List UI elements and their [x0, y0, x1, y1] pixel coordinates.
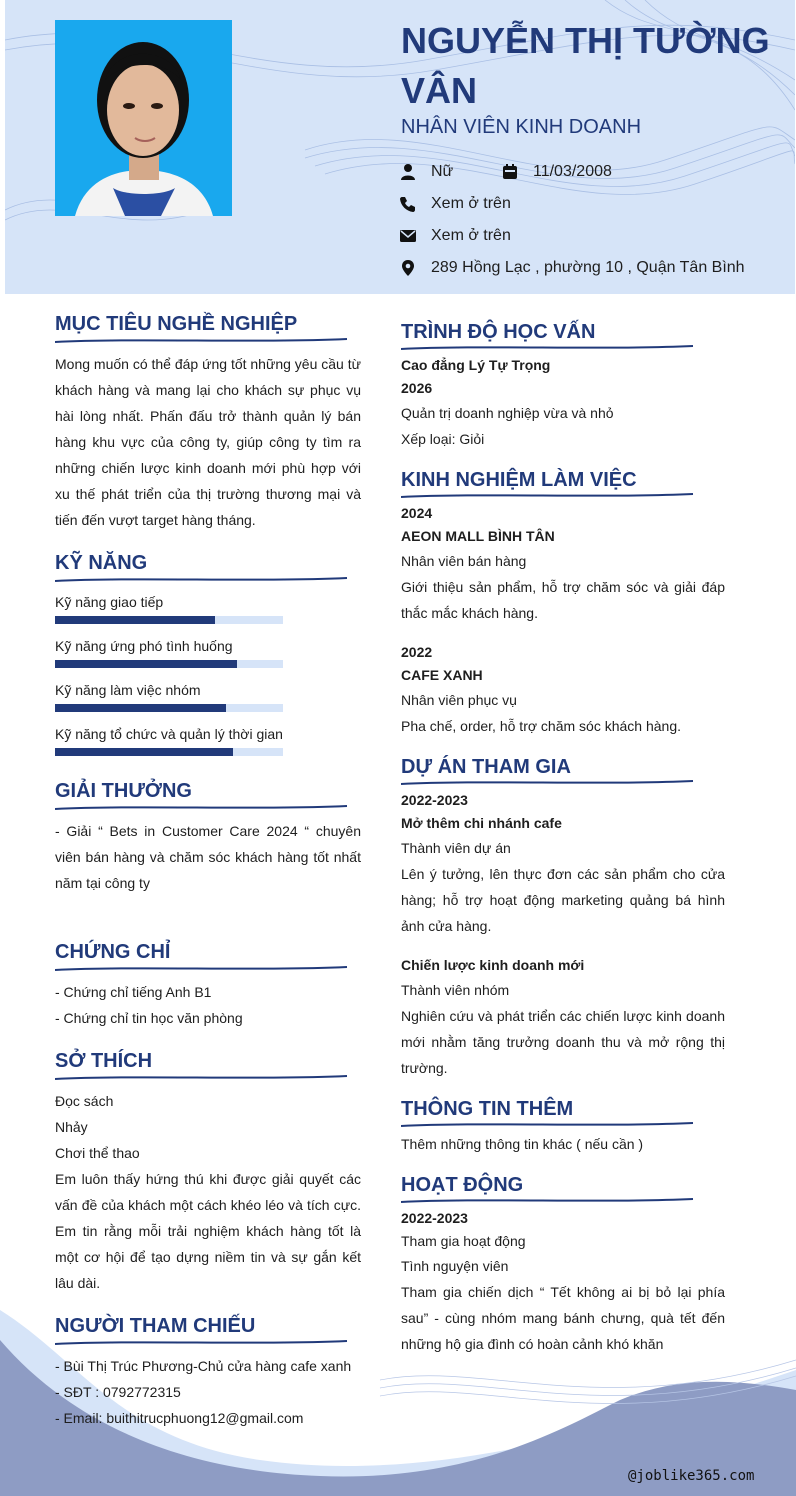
activity-year: 2022-2023 [401, 1210, 468, 1226]
address-row [399, 257, 745, 279]
skill-label: Kỹ năng tổ chức và quản lý thời gian [55, 726, 283, 742]
skill-bar [55, 616, 283, 624]
awards-text: - Giải “ Bets in Customer Care 2024 “ chuyên viên bán hàng và chăm sóc khách hàng tốt nhất năm tại công ty [55, 823, 361, 891]
skill-bar-fill [55, 660, 237, 668]
project-description: Lên ý tưởng, lên thực đơn các sản phẩm cho cửa hàng; hỗ trợ hoạt động marketing quảng bá hình ảnh cửa hàng. [401, 866, 725, 934]
objective-underline [55, 336, 350, 346]
project-role: Thành viên nhóm [401, 982, 510, 998]
location-pin-icon [399, 259, 417, 277]
envelope-icon [399, 227, 417, 245]
awards-title: GIẢI THƯỞNG [55, 780, 192, 802]
job-year: 2022 [401, 644, 433, 660]
extra-text: Thêm những thông tin khác ( nếu cần ) [401, 1136, 644, 1152]
address-value: 289 Hồng Lạc , phường 10 , Quận Tân Bình [431, 259, 745, 276]
phone-value: Xem ở trên [431, 195, 511, 212]
candidate-name: NGUYỄN THỊ TƯỜNG VÂN [401, 20, 770, 111]
job-company: AEON MALL BÌNH TÂN [401, 528, 555, 544]
phone-row [399, 193, 511, 215]
gender-value: Nữ [431, 163, 454, 180]
project-role: Thành viên dự án [401, 840, 511, 856]
education-grade: Xếp loại: Giỏi [401, 431, 485, 447]
activity-description: Tham gia chiến dịch “ Tết không ai bị bỏ lại phía sau” - cùng nhóm mang bánh chưng, quà tết đến những hộ gia đình có hoàn cảnh khó khăn [401, 1284, 725, 1352]
email-value: Xem ở trên [431, 227, 511, 244]
project-name: Chiến lược kinh doanh mới [401, 957, 585, 973]
experience-title: KINH NGHIỆM LÀM VIỆC [401, 469, 637, 491]
hobbies-underline [55, 1073, 350, 1083]
watermark: @joblike365.com [628, 1468, 755, 1484]
skills-title: KỸ NĂNG [55, 552, 148, 574]
job-description: Pha chế, order, hỗ trợ chăm sóc khách hàng. [401, 718, 682, 734]
experience-underline [401, 491, 696, 501]
references-underline [55, 1338, 350, 1348]
birthdate-row [501, 161, 612, 183]
skill-label: Kỹ năng làm việc nhóm [55, 682, 201, 698]
calendar-icon [501, 163, 519, 181]
skill-bar-fill [55, 704, 226, 712]
objective-title: MỤC TIÊU NGHỀ NGHIỆP [55, 313, 298, 335]
profile-photo [55, 20, 232, 216]
activity-name: Tham gia hoạt động [401, 1233, 526, 1249]
job-position: Nhân viên bán hàng [401, 553, 527, 569]
projects-title: DỰ ÁN THAM GIA [401, 756, 571, 778]
reference-item: - Email: buithitrucphuong12@gmail.com [55, 1410, 304, 1426]
certificates-underline [55, 964, 350, 974]
job-company: CAFE XANH [401, 667, 483, 683]
skill-bar [55, 704, 283, 712]
extra-title: THÔNG TIN THÊM [401, 1098, 574, 1120]
activity-role: Tình nguyện viên [401, 1258, 509, 1274]
job-position: Nhân viên phục vụ [401, 692, 517, 708]
gender-row [399, 161, 453, 183]
email-row [399, 225, 511, 247]
hobbies-title: SỞ THÍCH [55, 1050, 153, 1072]
reference-item: - SĐT : 0792772315 [55, 1384, 181, 1400]
education-year: 2026 [401, 380, 433, 396]
skill-bar-fill [55, 616, 215, 624]
job-description: Giới thiệu sản phẩm, hỗ trợ chăm sóc và giải đáp thắc mắc khách hàng. [401, 579, 725, 621]
skill-bar [55, 748, 283, 756]
hobby-item: Nhảy [55, 1119, 88, 1135]
phone-icon [399, 195, 417, 213]
certificate-item: - Chứng chỉ tin học văn phòng [55, 1010, 243, 1026]
skill-label: Kỹ năng ứng phó tình huống [55, 638, 233, 654]
project-name: Mở thêm chi nhánh cafe [401, 815, 562, 831]
skills-underline [55, 575, 350, 585]
birthdate-value: 11/03/2008 [533, 163, 612, 180]
project-year: 2022-2023 [401, 792, 468, 808]
extra-underline [401, 1120, 696, 1130]
certificates-title: CHỨNG CHỈ [55, 941, 171, 963]
education-school: Cao đẳng Lý Tự Trọng [401, 357, 551, 373]
reference-item: - Bùi Thị Trúc Phương-Chủ cửa hàng cafe xanh [55, 1358, 352, 1374]
skill-bar-fill [55, 748, 233, 756]
objective-text: Mong muốn có thể đáp ứng tốt những yêu cầu từ khách hàng và mang lại cho khách sự phục vụ hài lòng nhất. Phấn đấu trở thành quản lý bán hàng khu vực của công ty, giúp công ty tìm ra những chiến lược kinh doanh mới phù hợp với xu thế phát triển của thị trường thương mại và tiến đến vượt target hàng tháng. [55, 356, 361, 528]
candidate-role: NHÂN VIÊN KINH DOANH [401, 116, 642, 138]
education-major: Quản trị doanh nghiệp vừa và nhỏ [401, 405, 614, 421]
activities-title: HOẠT ĐỘNG [401, 1174, 524, 1196]
job-year: 2024 [401, 505, 433, 521]
skill-bar [55, 660, 283, 668]
project-description: Nghiên cứu và phát triển các chiến lược kinh doanh mới nhằm tăng trưởng doanh thu và mở rộng thị trường. [401, 1008, 725, 1076]
certificate-item: - Chứng chỉ tiếng Anh B1 [55, 984, 212, 1000]
skill-label: Kỹ năng giao tiếp [55, 594, 164, 610]
user-icon [399, 163, 417, 181]
hobbies-text: Em luôn thấy hứng thú khi được giải quyết các vấn đề của khách một cách khéo léo và tích cực. Em tin rằng mỗi trải nghiệm khách hàng tốt là một cơ hội để tạo dựng niềm tin và sự gắn kết lâu dài. [55, 1171, 361, 1291]
references-title: NGƯỜI THAM CHIẾU [55, 1315, 256, 1337]
education-title: TRÌNH ĐỘ HỌC VẤN [401, 321, 596, 343]
hobby-item: Đọc sách [55, 1093, 114, 1109]
hobby-item: Chơi thể thao [55, 1145, 140, 1161]
awards-underline [55, 803, 350, 813]
